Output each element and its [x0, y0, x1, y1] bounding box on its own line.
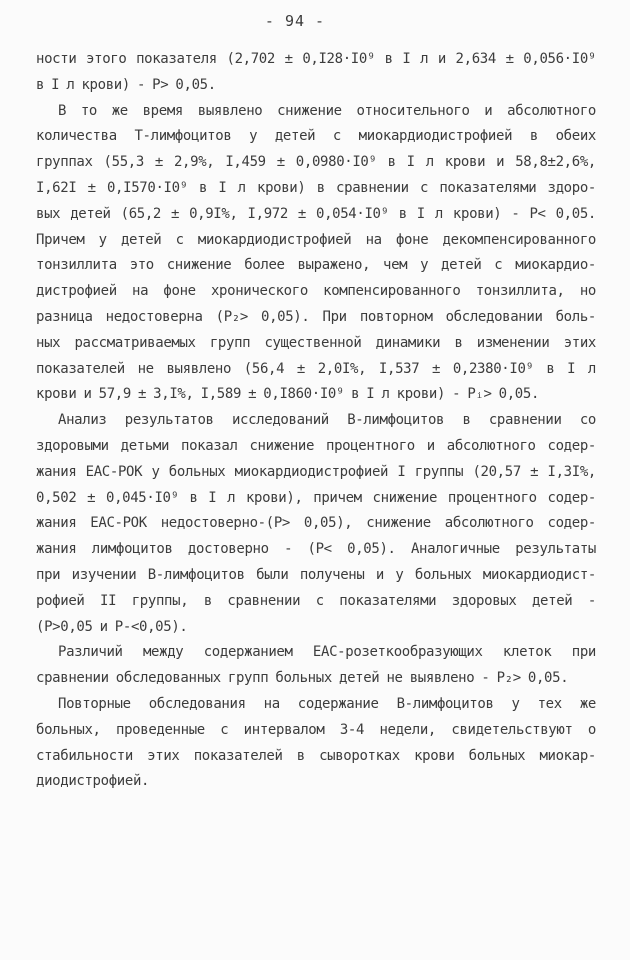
paragraph-start-line: Анализ результатов исследований В-лимфоцитов в сравнении со	[58, 412, 596, 429]
text-line: здоровыми детьми показал снижение процентного и абсолютного содер-	[36, 437, 596, 454]
text-line: сравнении обследованных групп больных детей не выявлено - P₂> 0,05.	[36, 670, 569, 687]
text-line: больных, проведенные с интервалом 3-4 недели, свидетельствуют о	[36, 721, 596, 738]
text-line: Причем у детей с миокардиодистрофией на фоне декомпенсированного	[36, 231, 596, 248]
text-line: группах (55,3 ± 2,9%, I,459 ± 0,0980·I0⁹ в I л крови и 58,8±2,6%,	[36, 154, 596, 171]
text-line: 0,502 ± 0,045·I0⁹ в I л крови), причем снижение процентного содер-	[36, 489, 596, 506]
paragraph-start-line: Повторные обследования на содержание В-лимфоцитов у тех же	[58, 695, 596, 712]
paragraph-start-line: Различий между содержанием ЕАС-розеткообразующих клеток при	[58, 644, 596, 661]
text-line: тонзиллита это снижение более выражено, чем у детей с миокардио-	[36, 257, 596, 274]
text-line: при изучении В-лимфоцитов были получены и у больных миокардиодист-	[36, 566, 596, 583]
text-line: количества Т-лимфоцитов у детей с миокардиодистрофией в обеих	[36, 128, 596, 145]
text-line: вых детей (65,2 ± 0,9I%, I,972 ± 0,054·I0⁹ в I л крови) - P< 0,05.	[36, 205, 596, 222]
paragraph-start-line: В то же время выявлено снижение относительного и абсолютного	[58, 102, 596, 119]
text-line: стабильности этих показателей в сыворотках крови больных миокар-	[36, 747, 596, 764]
text-line: ных рассматриваемых групп существенной динамики в изменении этих	[36, 334, 596, 351]
text-line: диодистрофией.	[36, 773, 150, 790]
text-line: разница недостоверна (P₂> 0,05). При повторном обследовании боль-	[36, 308, 596, 325]
page-number: - 94 -	[264, 12, 326, 30]
text-line: ности этого показателя (2,702 ± 0,I28·I0⁹ в I л и 2,634 ± 0,056·I0⁹	[36, 51, 596, 67]
text-line: показателей не выявлено (56,4 ± 2,0I%, I,537 ± 0,2380·I0⁹ в I л	[36, 360, 596, 377]
text-line: I,62I ± 0,I570·I0⁹ в I л крови) в сравнении с показателями здоро-	[36, 179, 596, 196]
text-line: (P>0,05 и P-<0,05).	[36, 618, 188, 635]
text-line: дистрофией на фоне хронического компенсированного тонзиллита, но	[36, 283, 596, 300]
text-line: крови и 57,9 ± 3,I%, I,589 ± 0,I860·I0⁹ в I л крови) - Pᵢ> 0,05.	[36, 386, 540, 403]
text-line: рофией II группы, в сравнении с показателями здоровых детей -	[36, 592, 596, 609]
body-text	[36, 47, 596, 795]
text-line: жания лимфоцитов достоверно - (P< 0,05). Аналогичные результаты	[36, 541, 596, 558]
text-line: жания ЕАС-РОК у больных миокардиодистрофией I группы (20,57 ± I,3I%,	[36, 463, 596, 480]
text-line: в I л крови) - P> 0,05.	[36, 76, 216, 93]
text-line: жания ЕАС-РОК недостоверно-(P> 0,05), снижение абсолютного содер-	[36, 515, 596, 532]
